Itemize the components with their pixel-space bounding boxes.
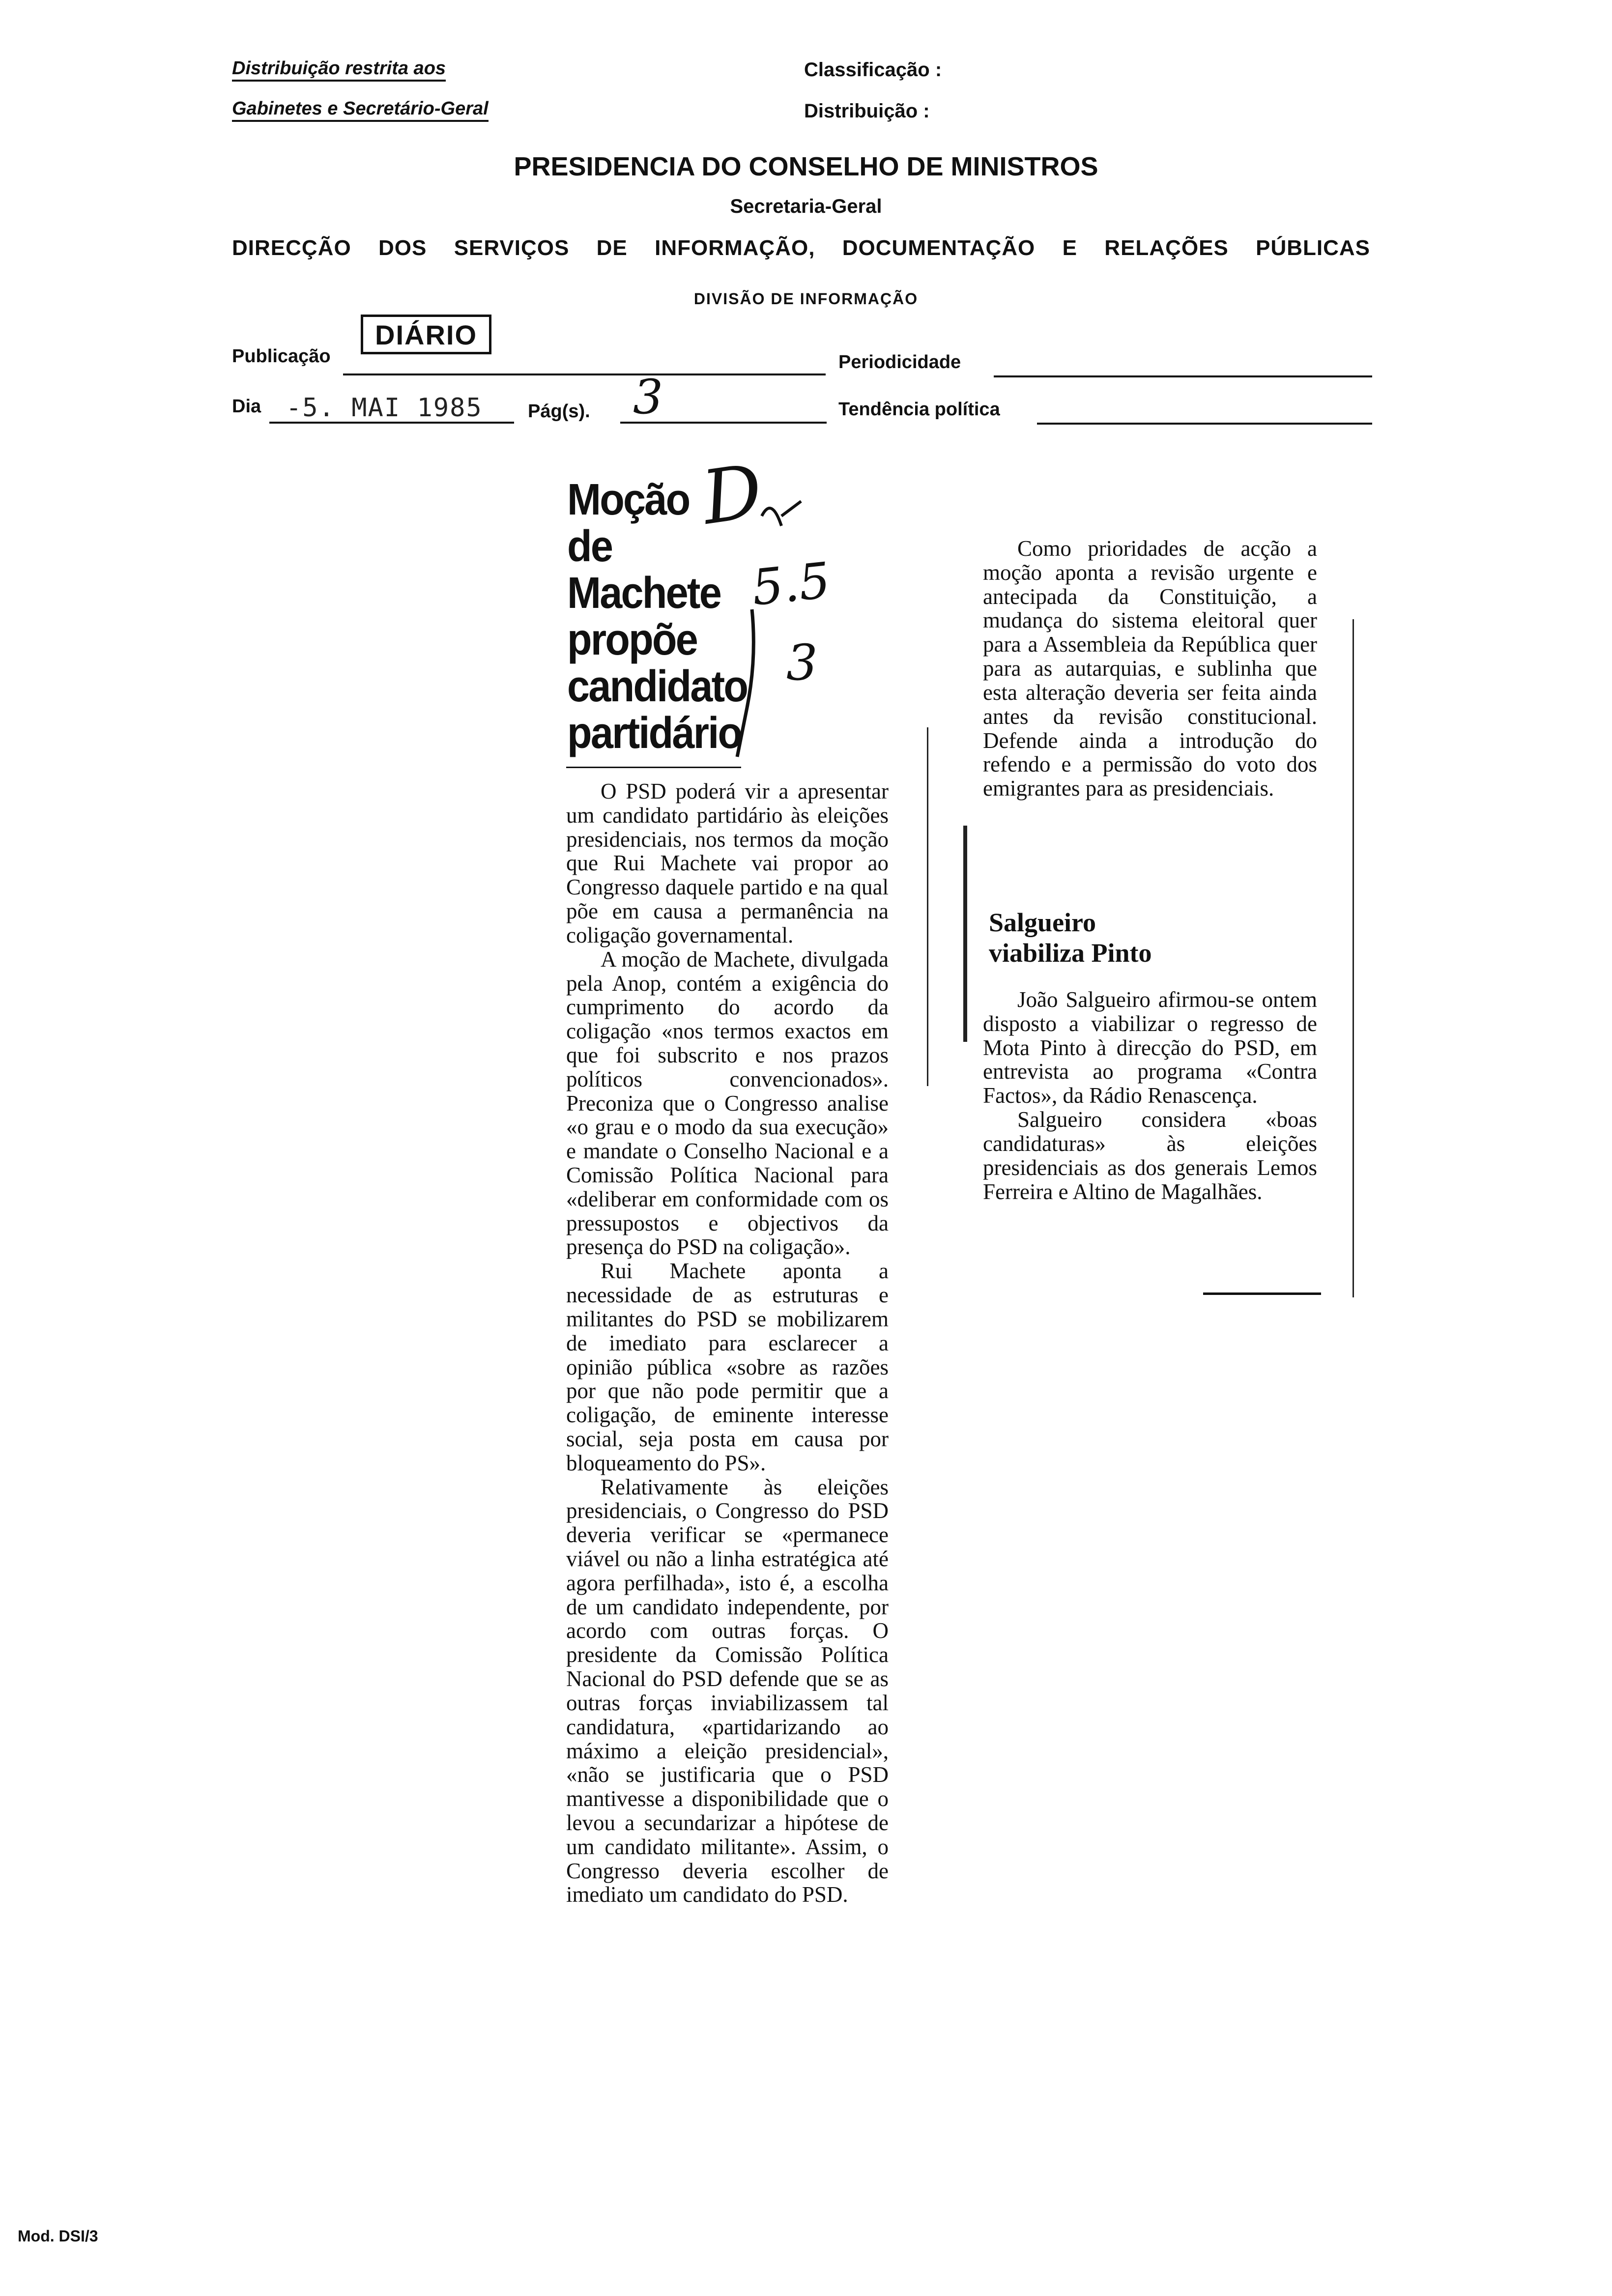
column-divider-right xyxy=(1353,619,1354,1297)
column-marker-heavy xyxy=(963,826,967,1042)
pags-handwritten-value: 3 xyxy=(633,370,663,425)
headline-line-1: Moção xyxy=(567,475,690,524)
column-2-paragraph-1: Como prioridades de acção a moção aponta a revisão urgente e antecipada da Constituição, a mudança do sistema eleitoral quer para a Assembleia da República quer para as autarquias, e sublinha que esta alteração deveria ser feita ainda antes da revisão constitucional. Defende ainda a introdução do refendo e a permissão do voto dos emigrantes para as presidenciais. xyxy=(983,536,1317,801)
divisao-line: DIVISÃO DE INFORMAÇÃO xyxy=(693,290,919,308)
column-1-paragraph-2: A moção de Machete, divulgada pela Anop, contém a exigência do cumprimento do acordo da coligação «nos termos exactos em que foi subscrito e nos prazos políticos convencionados». Preconiza que o Congresso analise «o grau e o modo da sua execução» e mandate o Conselho Nacional e a Comissão Política Nacional para «deliberar em conformidade com os pressupostos e objectivos da presença do PSD na coligação». xyxy=(566,947,889,1260)
article-column-2 xyxy=(983,537,1317,801)
article-end-rule xyxy=(1203,1292,1321,1295)
handwritten-tick xyxy=(781,501,801,516)
column-2b-paragraph-2: Salgueiro considera «boas candidaturas» às eleições presidenciais as dos generais Lemos Ferreira e Altino de Magalhães. xyxy=(983,1107,1317,1204)
pags-label: Pág(s). xyxy=(528,401,590,422)
column-2b-paragraph-1: João Salgueiro afirmou-se ontem disposto a viabilizar o regresso de Mota Pinto à direcção do PSD, em entrevista ao programa «Contra Factos», da Rádio Renascença. xyxy=(983,987,1317,1108)
pags-rule xyxy=(620,422,827,424)
dia-date-stamp: -5. MAI 1985 xyxy=(286,393,483,423)
tendencia-rule xyxy=(1037,423,1372,425)
publicacao-rule xyxy=(343,373,826,375)
article-column-1 xyxy=(566,779,889,1907)
publicacao-label: Publicação xyxy=(232,346,331,367)
handwritten-date: 5.5 xyxy=(749,551,833,617)
handwritten-stroke-top xyxy=(762,508,781,526)
article-column-2b xyxy=(983,988,1317,1204)
publicacao-stamp: DIÁRIO xyxy=(361,315,491,354)
restricted-distribution-line-2: Gabinetes e Secretário-Geral xyxy=(232,98,489,119)
model-number: Mod. DSI/3 xyxy=(18,2227,98,2245)
sub-headline xyxy=(989,907,1152,968)
column-1-paragraph-3: Rui Machete aponta a necessidade de as estruturas e militantes do PSD se mobilizarem de imediato para esclarecer a opinião pública «sobre as razões por que não pode permitir que a coligação, de eminente interesse social, seja posta em causa por bloqueamento do PS». xyxy=(566,1259,889,1475)
headline-line-4: propõe xyxy=(567,615,697,664)
column-1-paragraph-1: O PSD poderá vir a apresentar um candidato partidário às eleições presidenciais, nos termos da moção que Rui Machete vai propor ao Congresso daquele partido e na qual põe em causa a permanência na coligação governamental. xyxy=(566,779,889,947)
distribuicao-label: Distribuição : xyxy=(804,100,930,122)
handwritten-strokes xyxy=(698,496,855,762)
periodicidade-rule xyxy=(994,375,1372,377)
classificacao-label: Classificação : xyxy=(804,59,942,81)
dia-label: Dia xyxy=(232,396,261,417)
periodicidade-label: Periodicidade xyxy=(838,352,961,373)
handwritten-initial: D xyxy=(697,448,768,542)
handwritten-stroke-vertical xyxy=(737,609,753,757)
headline-line-5: candidato xyxy=(567,662,748,711)
page-subtitle: Secretaria-Geral xyxy=(730,196,882,217)
page-title: PRESIDENCIA DO CONSELHO DE MINISTROS xyxy=(514,152,1098,181)
column-1-paragraph-4: Relativamente às eleições presidenciais, o Congresso do PSD deveria verificar se «permanece viável ou não a linha estratégica até agora perfilhada», isto é, a escolha de um candidato independente, por acordo com outras forças. O presidente da Comissão Política Nacional do PSD defende que se as outras forças inviabilizassem tal candidatura, «partidarizando ao máximo a eleição presidencial», «não se justificaria que o PSD mantivesse a disponibilidade que o levou a secundarizar a hipótese de um candidato militante». Assim, o Congresso deveria escolher de imediato um candidato do PSD. xyxy=(566,1474,889,1907)
headline-underline xyxy=(566,767,741,768)
sub-headline-line-2: viabiliza Pinto xyxy=(989,938,1152,968)
tendencia-label: Tendência política xyxy=(838,399,1000,420)
handwritten-page: 3 xyxy=(786,634,818,691)
restricted-distribution-line-1: Distribuição restrita aos xyxy=(232,58,446,79)
sub-headline-line-1: Salgueiro xyxy=(989,908,1096,937)
direccao-line: DIRECÇÃO DOS SERVIÇOS DE INFORMAÇÃO, DOCUMENTAÇÃO E RELAÇÕES PÚBLICAS xyxy=(232,236,1370,260)
dia-rule xyxy=(269,422,514,424)
headline-line-3: Machete xyxy=(567,569,721,618)
headline-line-2: de xyxy=(567,522,612,571)
headline-line-6: partidário xyxy=(567,709,742,758)
column-divider-left xyxy=(927,727,928,1086)
